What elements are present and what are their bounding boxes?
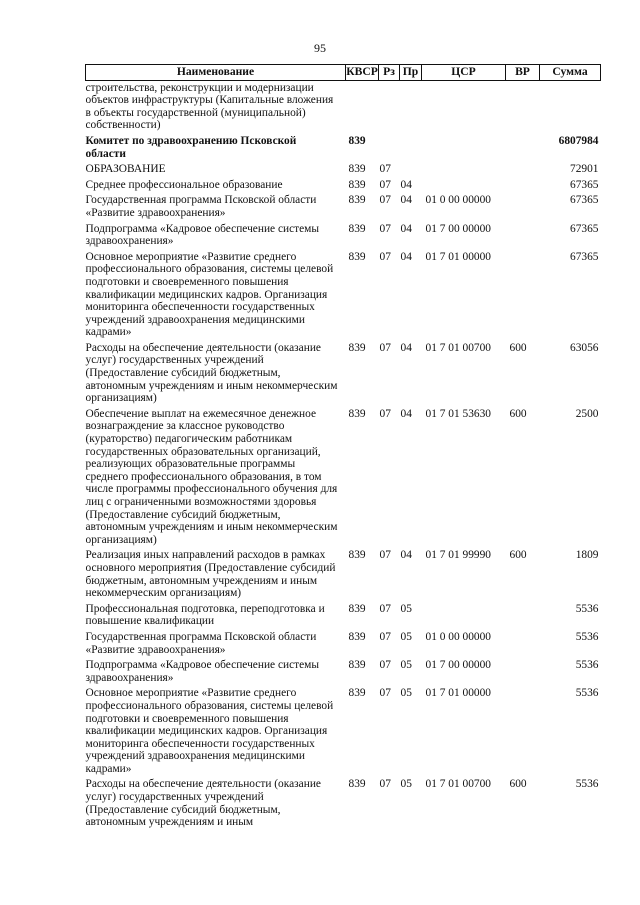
cell-name: Основное мероприятие «Развитие среднего профессионального образования, системы целевой подготовки и своевременного повышения квалификации медицинских кадров. Организация мониторинга обеспеченности государственных учреждений здравоохранения медицинскими кадрами» [85, 687, 334, 775]
cell-sum: 5536 [575, 630, 599, 643]
cell-sum [540, 80, 601, 134]
cell-pr: 05 [400, 602, 412, 615]
cell-rz [379, 134, 400, 162]
cell-pr: 04 [400, 341, 412, 354]
cell-vr [506, 80, 540, 134]
cell-sum: 2500 [575, 407, 599, 420]
cell-rz: 07 [379, 778, 391, 791]
cell-vr [506, 686, 540, 777]
cell-vr [506, 222, 540, 250]
table-header [86, 65, 601, 81]
cell-rz: 07 [379, 341, 391, 354]
cell-rz: 07 [379, 163, 391, 176]
cell-vr [506, 658, 540, 686]
table-row [86, 341, 601, 407]
cell-name: Государственная программа Псковской области «Развитие здравоохранения» [85, 630, 317, 656]
table-row [86, 686, 601, 777]
cell-vr [506, 630, 540, 658]
cell-sum: 72901 [570, 163, 599, 176]
table-row [86, 80, 601, 134]
cell-sum: 67365 [570, 178, 599, 191]
cell-vr: 600 [509, 407, 527, 420]
cell-sum: 5536 [575, 778, 599, 791]
cell-csr: 01 7 01 00700 [425, 341, 491, 354]
column-header-name: Наименование [86, 65, 346, 81]
cell-rz: 07 [379, 222, 391, 235]
budget-table [85, 64, 601, 831]
cell-vr [506, 250, 540, 341]
cell-vr [506, 602, 540, 630]
column-header-csr: ЦСР [422, 65, 506, 81]
cell-vr: 600 [509, 549, 527, 562]
cell-csr: 01 7 00 00000 [425, 659, 491, 672]
cell-csr: 01 7 01 00700 [425, 778, 491, 791]
table-row [86, 658, 601, 686]
column-header-kvsr: КВСР [346, 65, 379, 81]
cell-sum: 67365 [570, 250, 599, 263]
cell-vr: 600 [509, 778, 527, 791]
cell-vr [506, 178, 540, 194]
cell-kvsr: 839 [348, 222, 366, 235]
cell-name: Реализация иных направлений расходов в рамках основного мероприятия (Предоставление субсидий бюджетным, автономным учреждениям и иным некоммерческим организациям) [85, 549, 336, 600]
cell-pr: 04 [400, 178, 412, 191]
cell-sum: 5536 [575, 659, 599, 672]
cell-name: Подпрограмма «Кадровое обеспечение системы здравоохранения» [85, 659, 320, 684]
cell-pr [400, 134, 422, 162]
cell-rz: 07 [379, 407, 391, 420]
cell-kvsr: 839 [348, 687, 366, 700]
table-row [86, 548, 601, 601]
cell-kvsr: 839 [348, 778, 366, 791]
cell-kvsr: 839 [348, 549, 366, 562]
cell-kvsr: 839 [348, 407, 366, 420]
cell-name: Государственная программа Псковской области «Развитие здравоохранения» [85, 194, 317, 219]
cell-rz: 07 [379, 687, 391, 700]
column-header-rz: Рз [379, 65, 400, 81]
cell-name: Подпрограмма «Кадровое обеспечение системы здравоохранения» [85, 222, 320, 248]
cell-name: ОБРАЗОВАНИЕ [85, 163, 166, 176]
column-header-vr: ВР [506, 65, 540, 81]
cell-name: Обеспечение выплат на ежемесячное денежное вознаграждение за классное руководство (кураторство) педагогическим работникам государственных образовательных организаций, реализующих образовательные программы среднего профессионального образования, в том числе программы профессионального обучения для лиц с ограниченными возможностями здоровья (Предоставление субсидий бюджетным, автономным учреждениям и иным некоммерческим организациям) [85, 407, 338, 546]
cell-rz: 07 [379, 194, 391, 207]
cell-vr [506, 134, 540, 162]
cell-kvsr: 839 [348, 341, 366, 354]
cell-pr [400, 80, 422, 134]
cell-pr: 04 [400, 222, 412, 235]
cell-kvsr: 839 [348, 194, 366, 207]
cell-csr [422, 80, 506, 134]
cell-pr: 04 [400, 407, 412, 420]
cell-sum: 67365 [570, 222, 599, 235]
cell-csr [422, 134, 506, 162]
cell-pr: 05 [400, 687, 412, 700]
cell-name: Среднее профессиональное образование [85, 178, 283, 191]
cell-csr: 01 7 01 00000 [425, 687, 491, 700]
table-row [86, 630, 601, 658]
cell-name: Расходы на обеспечение деятельности (оказание услуг) государственных учреждений (Предоставление субсидий бюджетным, автономным учреждениям и иным [85, 778, 321, 829]
cell-kvsr: 839 [348, 250, 366, 263]
table-row [86, 250, 601, 341]
column-header-sum: Сумма [540, 65, 601, 81]
table-row [86, 178, 601, 194]
cell-csr: 01 7 01 00000 [425, 250, 491, 263]
cell-vr [506, 162, 540, 178]
cell-rz: 07 [379, 549, 391, 562]
cell-kvsr [346, 80, 379, 134]
cell-pr: 04 [400, 549, 412, 562]
cell-rz: 07 [379, 630, 391, 643]
table-row [86, 602, 601, 630]
table-row [86, 162, 601, 178]
cell-vr: 600 [509, 341, 527, 354]
cell-kvsr: 839 [348, 178, 366, 191]
table-row [86, 193, 601, 221]
cell-pr: 05 [400, 659, 412, 672]
cell-csr: 01 7 01 53630 [425, 407, 491, 420]
cell-pr: 04 [400, 250, 412, 263]
cell-csr [422, 602, 506, 630]
cell-kvsr: 839 [348, 602, 366, 615]
table-row [86, 407, 601, 549]
cell-sum: 1809 [575, 549, 599, 562]
cell-sum: 67365 [570, 194, 599, 207]
cell-name: Профессиональная подготовка, переподготовка и повышение квалификации [85, 602, 325, 628]
page-number: 95 [314, 41, 326, 55]
cell-csr: 01 7 01 99990 [425, 549, 491, 562]
cell-kvsr: 839 [348, 630, 366, 643]
table-body [86, 80, 601, 831]
cell-kvsr: 839 [348, 659, 366, 672]
cell-vr [506, 193, 540, 221]
cell-pr: 05 [400, 778, 412, 791]
cell-csr: 01 0 00 00000 [425, 630, 491, 643]
cell-rz: 07 [379, 602, 391, 615]
cell-kvsr: 839 [348, 134, 366, 147]
cell-rz: 07 [379, 659, 391, 672]
cell-sum: 6807984 [558, 134, 599, 147]
cell-csr [422, 162, 506, 178]
cell-sum: 63056 [570, 341, 599, 354]
cell-kvsr: 839 [348, 163, 366, 176]
table-row [86, 777, 601, 830]
table-row [86, 134, 601, 162]
table-row [86, 222, 601, 250]
cell-pr: 05 [400, 630, 412, 643]
cell-name: Основное мероприятие «Развитие среднего профессионального образования, системы целевой подготовки и своевременного повышения квалификации медицинских кадров. Организация мониторинга обеспеченности государственных учреждений здравоохранения медицинскими кадрами» [85, 250, 334, 339]
cell-csr: 01 7 00 00000 [425, 222, 491, 235]
cell-rz: 07 [379, 178, 391, 191]
cell-rz [379, 80, 400, 134]
cell-name: строительства, реконструкции и модернизации объектов инфраструктуры (Капитальные вложения в объекты государственной (муниципальной) собственности) [85, 81, 334, 132]
column-header-pr: Пр [400, 65, 422, 81]
cell-csr: 01 0 00 00000 [425, 194, 491, 207]
cell-pr [400, 162, 422, 178]
cell-csr [422, 178, 506, 194]
cell-sum: 5536 [575, 687, 599, 700]
cell-rz: 07 [379, 250, 391, 263]
cell-pr: 04 [400, 194, 412, 207]
cell-sum: 5536 [575, 602, 599, 615]
cell-name: Расходы на обеспечение деятельности (оказание услуг) государственных учреждений (Предоставление субсидий бюджетным, автономным учреждениям и иным некоммерческим организациям) [85, 341, 338, 405]
cell-name: Комитет по здравоохранению Псковской области [85, 134, 297, 160]
